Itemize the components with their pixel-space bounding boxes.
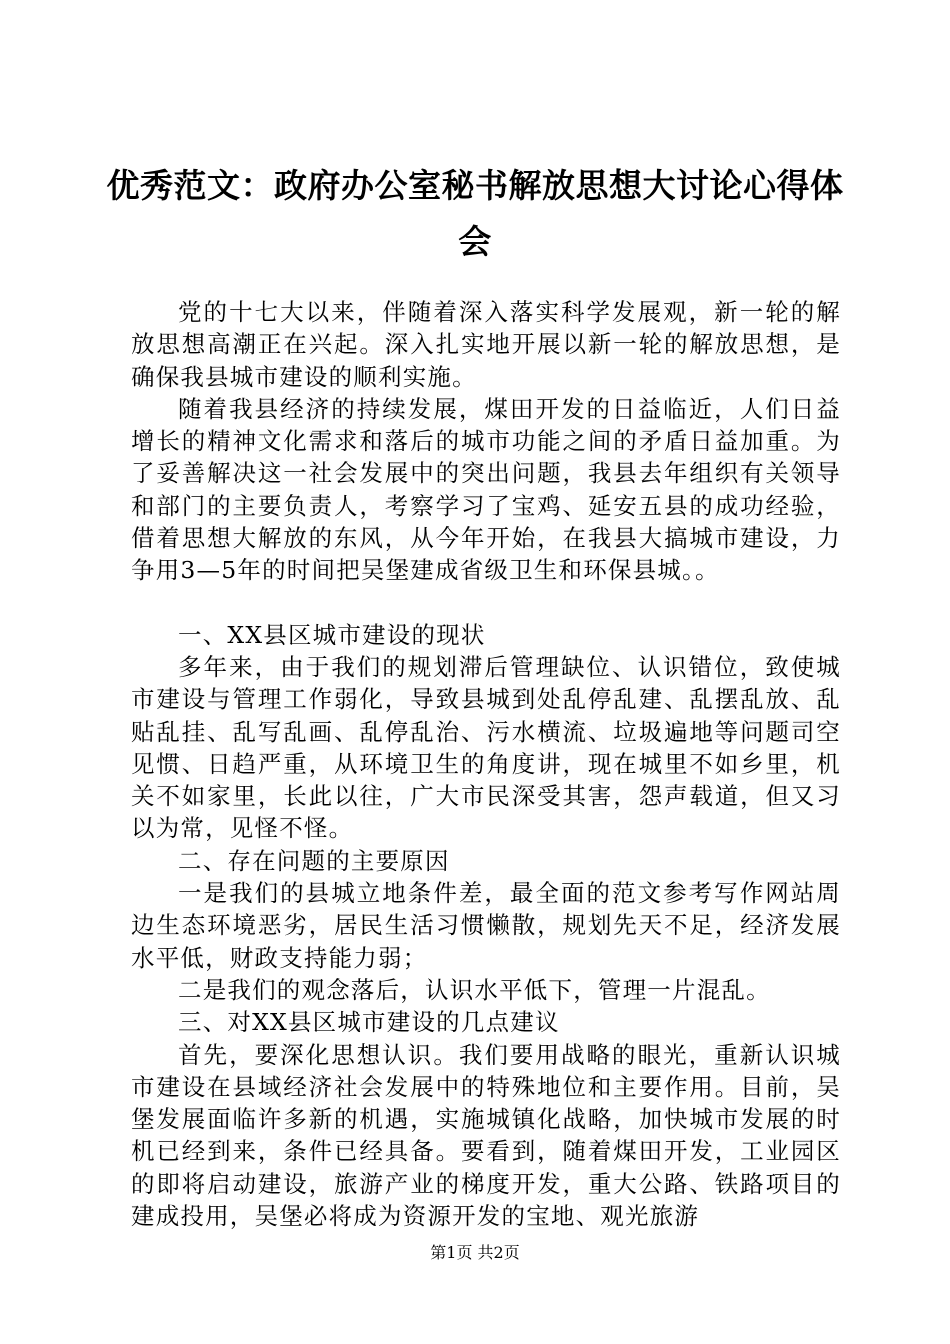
paragraph: 二是我们的观念落后，认识水平低下，管理一片混乱。	[178, 975, 771, 1004]
section-heading: 一、XX县区城市建设的现状	[178, 620, 486, 649]
paragraph: 随着我县经济的持续发展，煤田开发的日益临近，人们日益增长的精神文化需求和落后的城市功能之间的矛盾日益加重。为了妥善解决这一社会发展中的突出问题，我县去年组织有关领导和部门的主要负责人，考察学习了宝鸡、延安五县的成功经验，借着思想大解放的东风，从今年开始，在我县大搞城市建设，力争用3—5年的时间把吴堡建成省级卫生和环保县城。。	[131, 394, 841, 585]
document-title: 优秀范文：政府办公室秘书解放思想大讨论心得体会	[106, 166, 844, 261]
section-heading: 二、存在问题的主要原因	[178, 846, 450, 875]
section-heading: 三、对XX县区城市建设的几点建议	[178, 1008, 560, 1037]
paragraph: 多年来，由于我们的规划滞后管理缺位、认识错位，致使城市建设与管理工作弱化，导致县城到处乱停乱建、乱摆乱放、乱贴乱挂、乱写乱画、乱停乱治、污水横流、垃圾遍地等问题司空见惯、日趋严重，从环境卫生的角度讲，现在城里不如乡里，机关不如家里，长此以往，广大市民深受其害，怨声载道，但又习以为常，见怪不怪。	[131, 652, 841, 843]
paragraph: 首先，要深化思想认识。我们要用战略的眼光，重新认识城市建设在县域经济社会发展中的特殊地位和主要作用。目前，吴堡发展面临许多新的机遇，实施城镇化战略，加快城市发展的时机已经到来，条件已经具备。要看到，随着煤田开发，工业园区的即将启动建设，旅游产业的梯度开发，重大公路、铁路项目的建成投用，吴堡必将成为资源开发的宝地、观光旅游	[131, 1040, 841, 1231]
page-footer: 第1页 共2页	[430, 1243, 520, 1262]
paragraph: 党的十七大以来，伴随着深入落实科学发展观，新一轮的解放思想高潮正在兴起。深入扎实地开展以新一轮的解放思想，是确保我县城市建设的顺利实施。	[131, 298, 841, 391]
paragraph: 一是我们的县城立地条件差，最全面的范文参考写作网站周边生态环境恶劣，居民生活习惯懒散，规划先天不足，经济发展水平低，财政支持能力弱；	[131, 879, 841, 972]
document-body	[131, 296, 841, 1232]
